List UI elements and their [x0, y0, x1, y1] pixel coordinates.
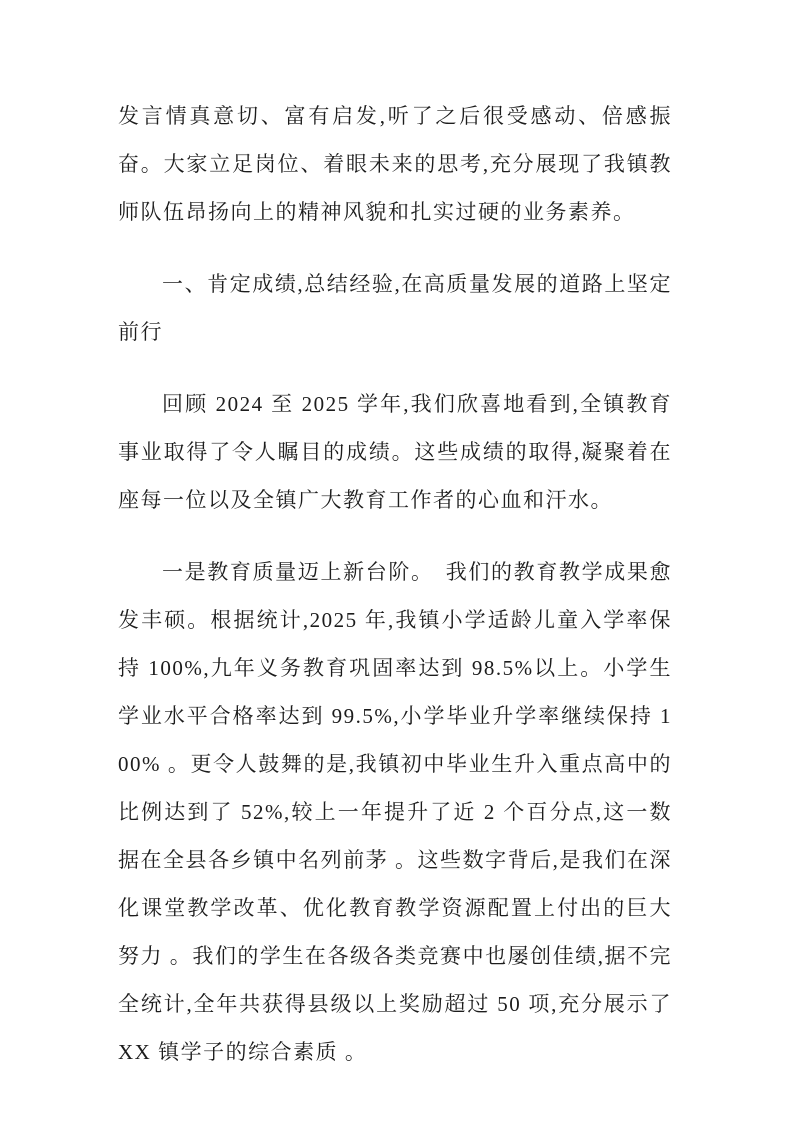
continuation-paragraph: 发言情真意切、富有启发,听了之后很受感动、倍感振奋。大家立足岗位、着眼未来的思考,充分展现了我镇教师队伍昂扬向上的精神风貌和扎实过硬的业务素养。 [118, 104, 672, 224]
paragraph-review: 回顾 2024 至 2025 学年,我们欣喜地看到,全镇教育事业取得了令人瞩目的成绩。这些成绩的取得,凝聚着在座每一位以及全镇广大教育工作者的心血和汗水。 [118, 392, 672, 512]
paragraph-achievements: 一是教育质量迈上新台阶。 我们的教育教学成果愈发丰硕。根据统计,2025 年,我镇小学适龄儿童入学率保持 100%,九年义务教育巩固率达到 98.5%以上。小学生学业水平合格率达到 99.5%,小学毕业升学率继续保持 100% 。更令人鼓舞的是,我镇初中毕业生升入重点高中的比例达到了 52%,较上一年提升了近 2 个百分点,这一数据在全县各乡镇中名列前茅 。这些数字背后,是我们在深化课堂教学改革、优化教育教学资源配置上付出的巨大努力 。我们的学生在各级各类竞赛中也屡创佳绩,据不完全统计,全年共获得县级以上奖励超过 50 项,充分展示了 XX 镇学子的综合素质 。 [118, 560, 672, 1064]
document-body [118, 92, 672, 1076]
section-heading: 一、肯定成绩,总结经验,在高质量发展的道路上坚定前行 [118, 272, 672, 344]
